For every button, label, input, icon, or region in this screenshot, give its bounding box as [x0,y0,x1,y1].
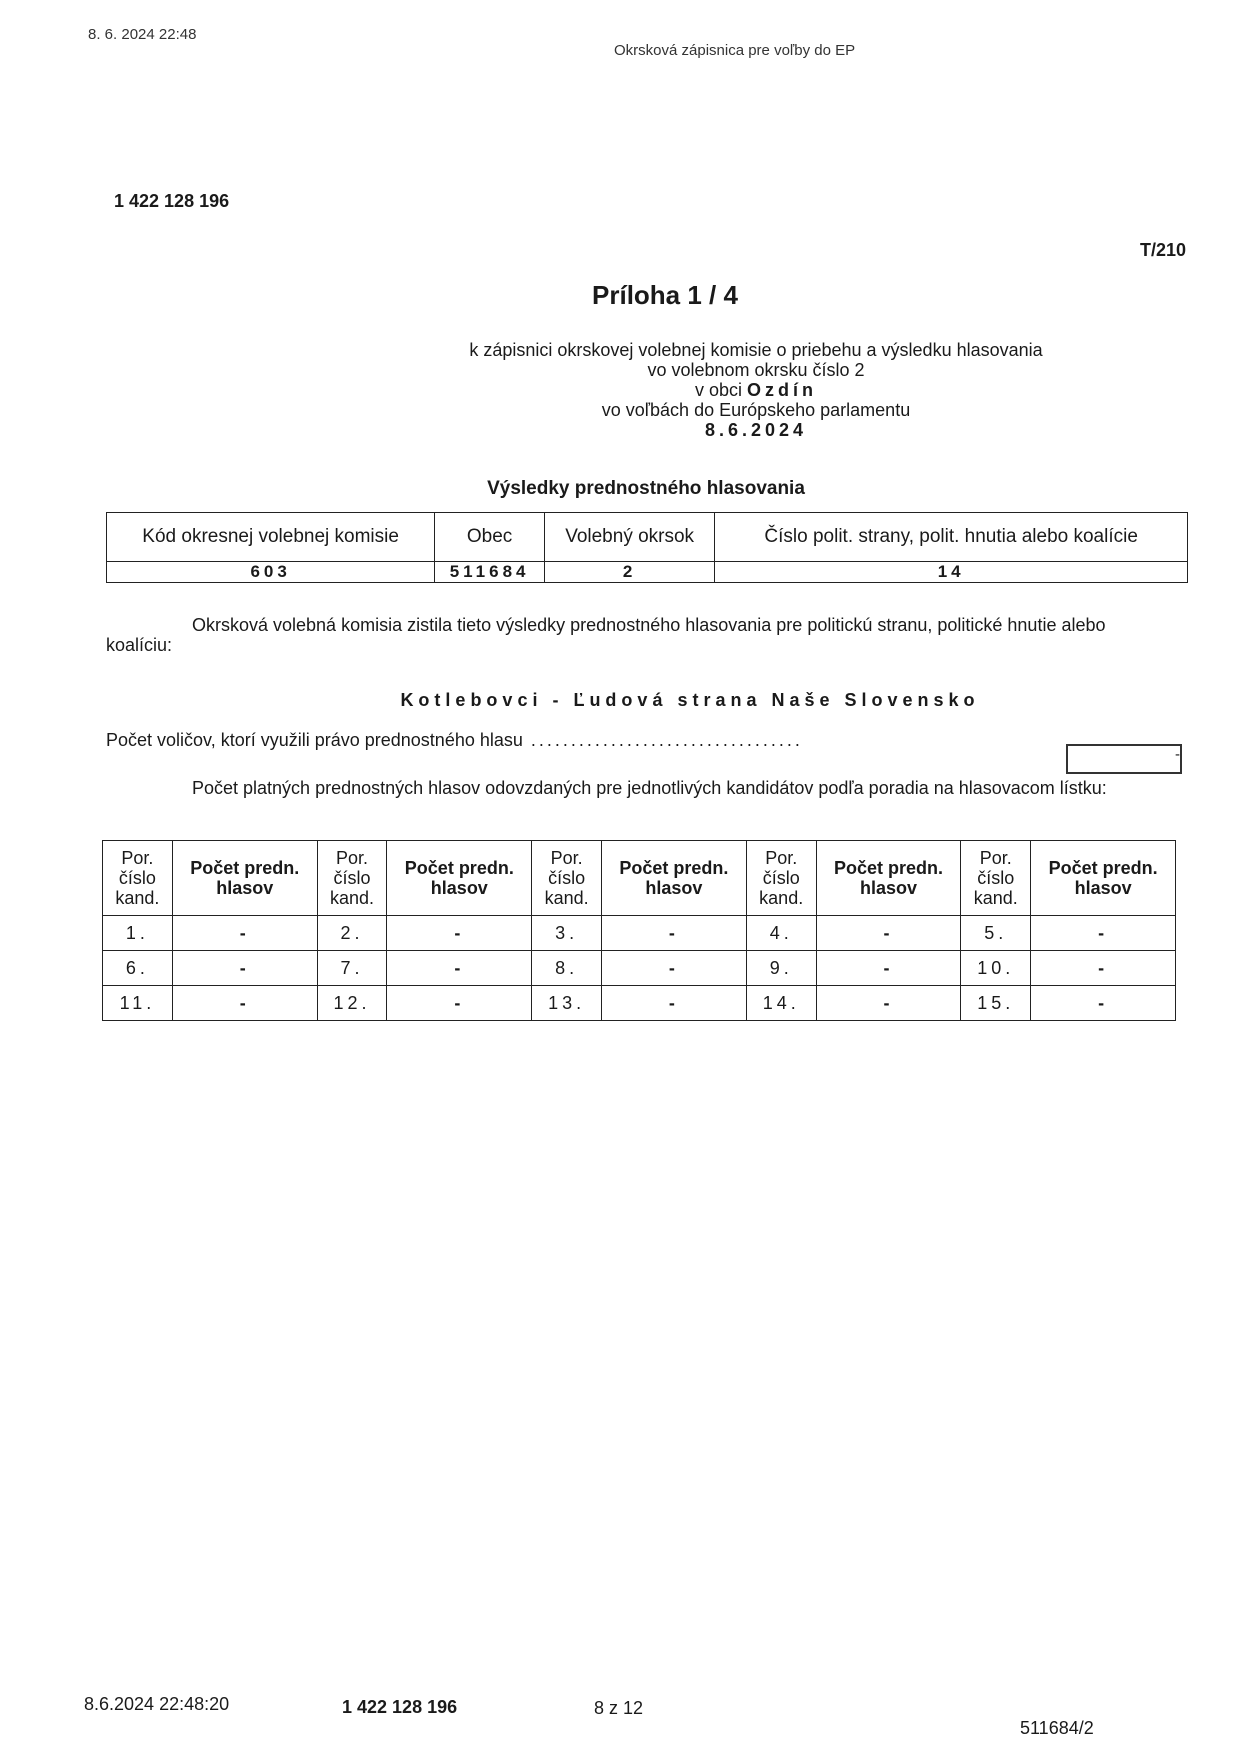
info-header-precinct: Volebný okrsok [544,513,714,562]
header-title: Okrsková zápisnica pre voľby do EP [614,42,856,59]
candidate-number: 15. [961,986,1031,1021]
candidate-number: 11. [103,986,173,1021]
table-row [103,986,1176,1021]
votes-header-number: Por. číslo kand. [746,841,816,916]
footer-number: 1 422 128 196 [342,1697,458,1717]
voters-value-box [1066,744,1182,774]
votes-header-votes: Počet predn. hlasov [602,841,747,916]
paragraph-results [106,615,1166,655]
candidate-number: 2. [317,916,387,951]
form-code: T/210 [1140,240,1187,260]
section-title: Výsledky prednostného hlasovania [487,478,805,499]
municipality-name: Ozdín [747,380,818,400]
votes-header-number: Por. číslo kand. [103,841,173,916]
candidate-votes: - [1031,951,1176,986]
footer-id: 511684/2 [1020,1718,1094,1738]
candidate-number: 1. [103,916,173,951]
paragraph-votes-text: Počet platných prednostných hlasov odovzdaných pre jednotlivých kandidátov podľa poradia na hlasovacom lístku: [192,778,1107,798]
voters-label: Počet voličov, ktorí využili právo prednostného hlasu [106,730,523,750]
header-date-time: 8. 6. 2024 22:48 [88,26,197,43]
info-value-municipality: 511684 [435,562,545,583]
votes-header-number: Por. číslo kand. [317,841,387,916]
candidate-number: 14. [746,986,816,1021]
candidate-votes: - [387,916,532,951]
barcode-number: 1 422 128 196 [114,191,230,211]
votes-table [102,840,1176,1021]
candidate-votes: - [602,916,747,951]
candidate-votes: - [172,986,317,1021]
candidate-number: 10. [961,951,1031,986]
intro-block [0,340,1240,440]
voters-dots: .................................. [530,730,803,750]
intro-line-3-prefix: v obci [694,380,742,400]
intro-line-3 [0,380,1240,400]
document-title: Príloha 1 / 4 [592,280,738,310]
intro-line-1: k zápisnici okrskovej volebnej komisie o priebehu a výsledku hlasovania [469,340,1043,360]
candidate-number: 12. [317,986,387,1021]
votes-header-votes: Počet predn. hlasov [1031,841,1176,916]
candidate-votes: - [1031,986,1176,1021]
candidate-votes: - [387,986,532,1021]
info-value-party-number: 14 [715,562,1188,583]
voters-line [106,730,803,751]
candidate-number: 6. [103,951,173,986]
info-header-district: Kód okresnej volebnej komisie [107,513,435,562]
table-row [103,916,1176,951]
votes-header-votes: Počet predn. hlasov [172,841,317,916]
paragraph-results-text: Okrsková volebná komisia zistila tieto výsledky prednostného hlasovania pre politickú stranu, politické hnutie alebo koalíciu: [106,615,1106,655]
candidate-votes: - [602,986,747,1021]
candidate-votes: - [602,951,747,986]
candidate-votes: - [816,986,961,1021]
candidate-number: 4. [746,916,816,951]
info-header-party-number: Číslo polit. strany, polit. hnutia alebo koalície [715,513,1188,562]
info-table [106,512,1188,583]
intro-line-4: vo voľbách do Európskeho parlamentu [601,400,911,420]
candidate-number: 3. [532,916,602,951]
candidate-votes: - [1031,916,1176,951]
votes-header-number: Por. číslo kand. [532,841,602,916]
paragraph-votes [106,778,1166,798]
info-value-precinct: 2 [544,562,714,583]
footer-page: 8 z 12 [594,1698,644,1718]
candidate-votes: - [172,951,317,986]
candidate-votes: - [816,916,961,951]
candidate-number: 8. [532,951,602,986]
footer-timestamp: 8.6.2024 22:48:20 [84,1694,230,1714]
election-date: 8.6.2024 [704,420,808,440]
table-row [103,951,1176,986]
info-header-municipality: Obec [435,513,545,562]
info-value-district: 603 [107,562,435,583]
candidate-votes: - [172,916,317,951]
intro-line-2: vo volebnom okrsku číslo 2 [647,360,865,380]
candidate-votes: - [816,951,961,986]
candidate-number: 9. [746,951,816,986]
candidate-votes: - [387,951,532,986]
votes-header-number: Por. číslo kand. [961,841,1031,916]
party-name: Kotlebovci - Ľudová strana Naše Slovensko [400,690,980,710]
candidate-number: 5. [961,916,1031,951]
votes-header-votes: Počet predn. hlasov [387,841,532,916]
candidate-number: 13. [532,986,602,1021]
candidate-number: 7. [317,951,387,986]
voters-value: - [1175,746,1180,763]
votes-header-votes: Počet predn. hlasov [816,841,961,916]
